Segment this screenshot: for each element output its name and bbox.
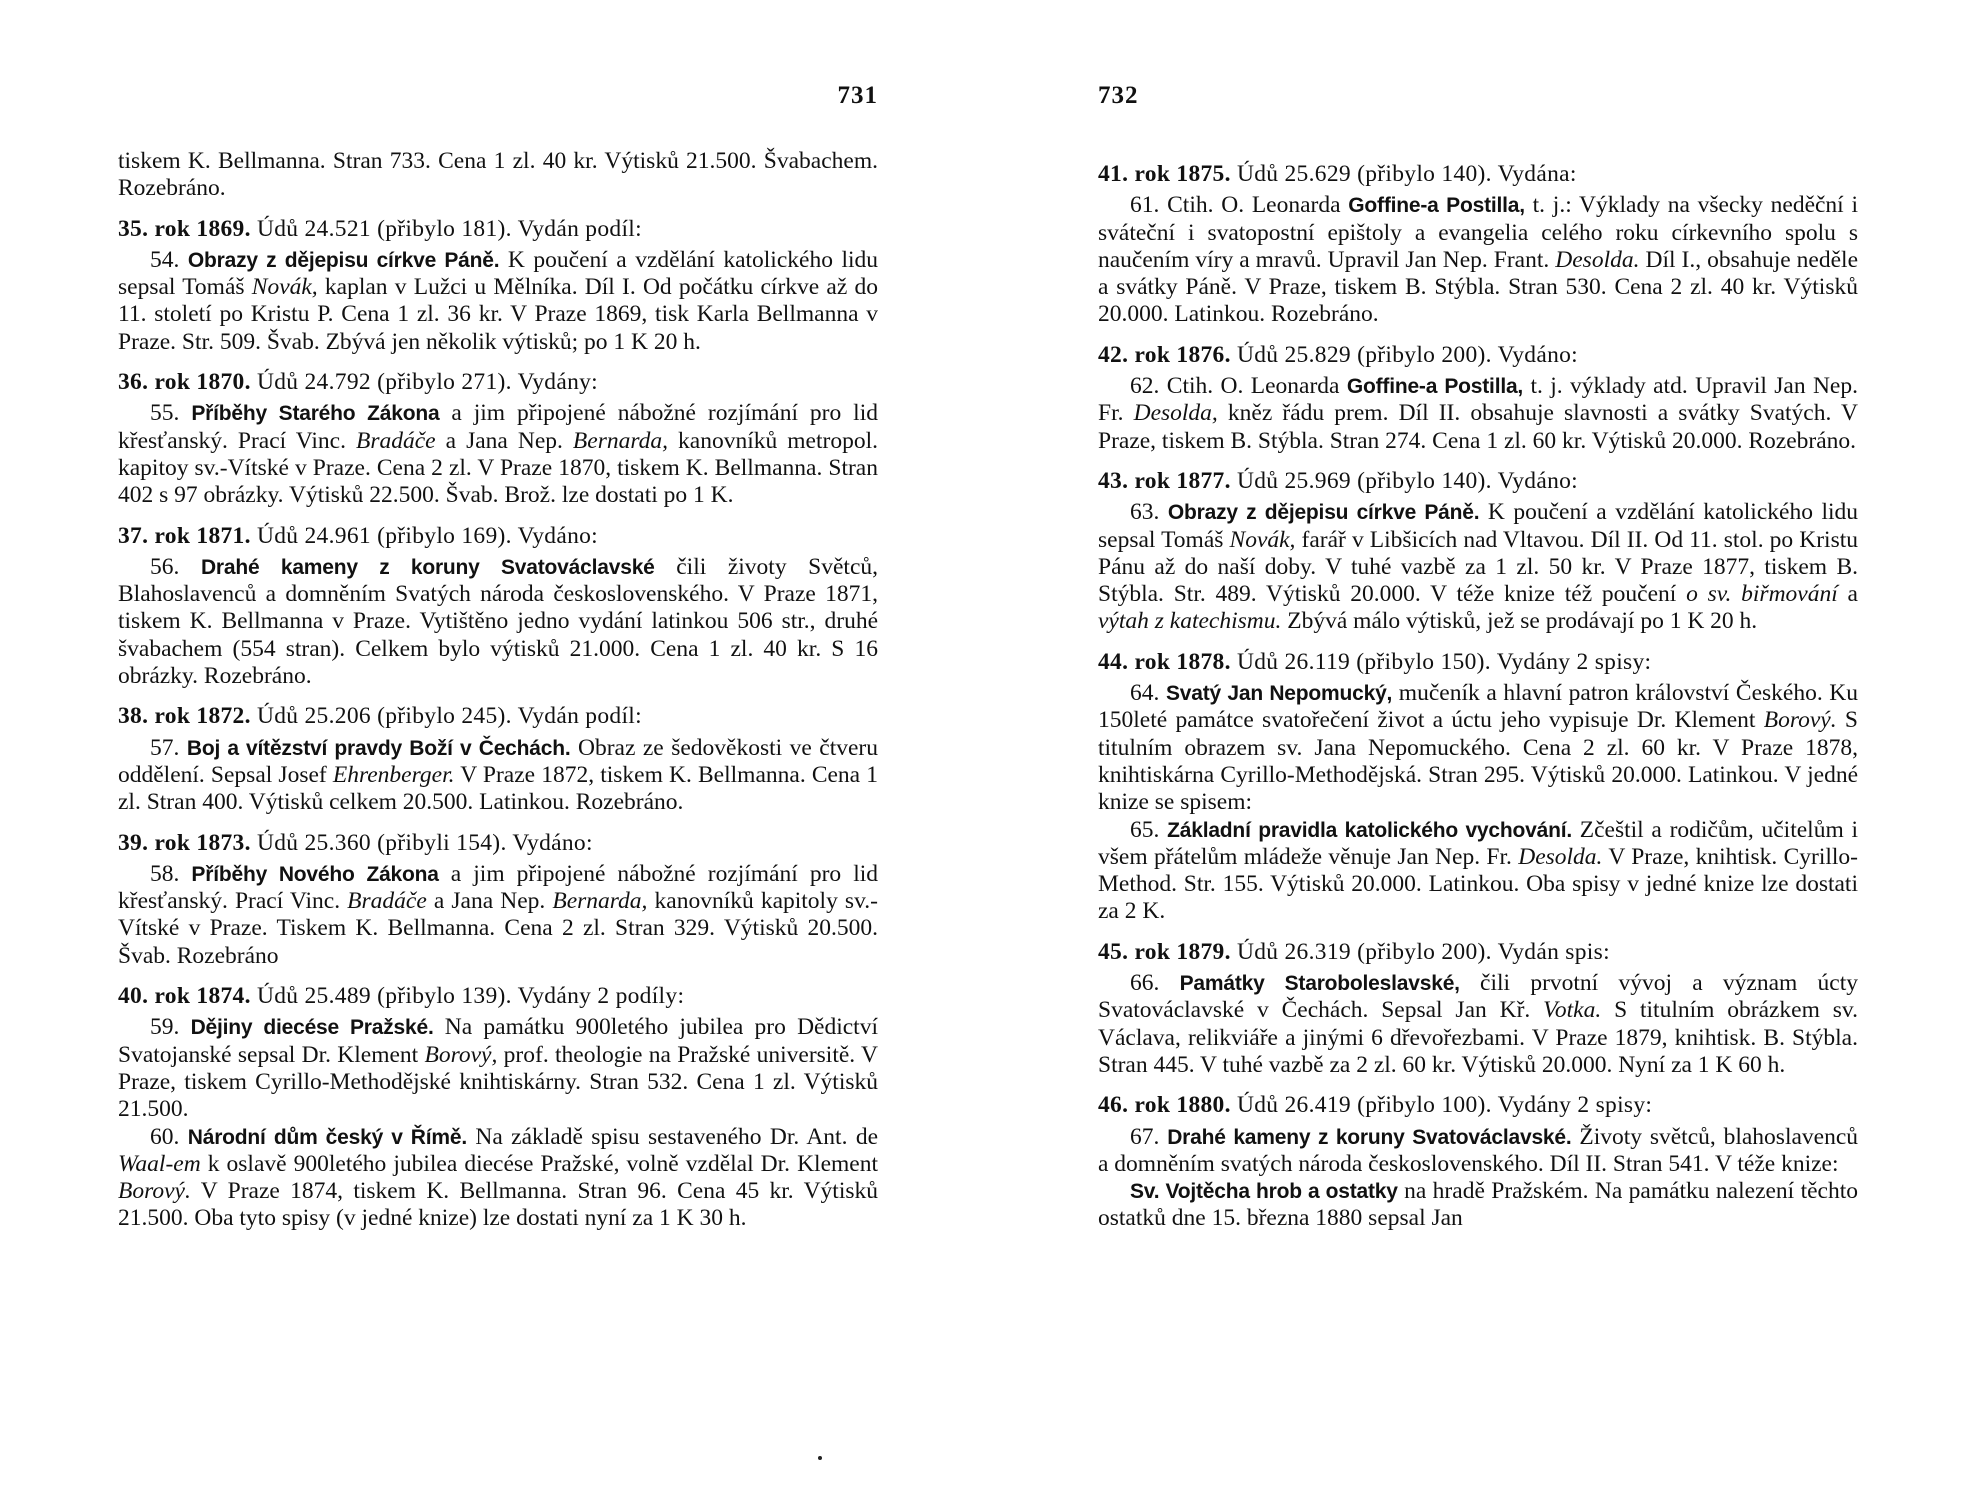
author-name: Novák, bbox=[1229, 526, 1296, 553]
entry-text: Obraz ze šedověkosti ve čtveru oddělení. Sepsal Josef bbox=[118, 734, 879, 788]
entry-number: 55. bbox=[150, 400, 180, 427]
entry-text: V Praze 1872, tiskem K. Bellmanna. Cena 1 zl. Stran 400. Výtisků celkem 20.500. Latinkou. Rozebráno. bbox=[118, 761, 879, 816]
publication-title: Památky Staroboleslavské, bbox=[1179, 972, 1460, 996]
entry-text: t. j. výklady atd. Upravil Jan Nep. Fr. bbox=[1098, 373, 1858, 427]
italic-phrase: o sv. biřmování bbox=[1686, 581, 1838, 608]
year-value: 1878. bbox=[1176, 648, 1231, 675]
entry-text: Ctih. O. Leonarda bbox=[1166, 373, 1347, 400]
section-number: 44. bbox=[1098, 648, 1129, 675]
entry-text: mučeník a hlavní patron království Českého. Ku 150leté památce svatořečení život a úctu jeho vypisuje Dr. Klement bbox=[1098, 680, 1859, 734]
entry-text: a jim připojené nábožné rozjímání pro lid křesťanský. Prací Vinc. bbox=[118, 860, 878, 915]
year-heading bbox=[118, 369, 878, 396]
entry-text: čili prvotní vývoj a význam úcty Svatováclavské v Čechách. Sepsal Jan Kř. bbox=[1098, 970, 1858, 1024]
entry-number: 60. bbox=[150, 1123, 180, 1150]
year-value: 1871. bbox=[196, 522, 251, 549]
publication-title: Boj a vítězství pravdy Boží v Čechách. bbox=[186, 736, 571, 760]
year-word: rok bbox=[1134, 161, 1171, 187]
entry-text: S titulním obrázkem sv. Václava, relikviáře a jinými 6 dřevořezbami. V Praze 1879, knihtisk. B. Stýbla. Stran 445. V tuhé vazbě za 2 zl. 60 kr. Výtisků 20.000. Nyní za 1 K 60 h. bbox=[1098, 997, 1858, 1078]
year-word: rok bbox=[154, 522, 191, 549]
year-value: 1880. bbox=[1176, 1092, 1231, 1119]
year-summary: Údů 24.961 (přibylo 169). Vydáno: bbox=[256, 522, 599, 549]
entry-number: 65. bbox=[1130, 816, 1160, 843]
publication-title: Příběhy Nového Zákona bbox=[191, 862, 439, 886]
publication-title: Dějiny diecése Pražské. bbox=[190, 1016, 434, 1040]
publication-entry bbox=[118, 1124, 878, 1233]
author-name: Ehrenberger. bbox=[332, 761, 455, 788]
author-name: Desolda. bbox=[1555, 246, 1640, 273]
year-heading bbox=[118, 703, 878, 730]
year-summary: Údů 25.829 (přibylo 200). Vydáno: bbox=[1236, 341, 1579, 368]
year-word: rok bbox=[154, 829, 191, 856]
entry-text: kanovníků kapitoly sv.-Vítské v Praze. Tiskem K. Bellmanna. Cena 2 zl. Stran 329. Výtisků 20.500. Švab. Rozebráno bbox=[118, 888, 878, 969]
year-value: 1872. bbox=[196, 703, 251, 730]
publication-entry bbox=[1098, 680, 1858, 816]
year-word: rok bbox=[1134, 938, 1171, 965]
entry-text: a Jana Nep. bbox=[435, 427, 573, 454]
left-page bbox=[118, 0, 878, 1501]
publication-entry bbox=[1098, 192, 1858, 328]
section-number: 39. bbox=[118, 829, 149, 856]
year-heading bbox=[118, 983, 878, 1010]
author-name: Waal-em bbox=[118, 1150, 201, 1177]
entry-number: 64. bbox=[1130, 680, 1160, 707]
year-value: 1873. bbox=[196, 829, 251, 856]
publication-title: Drahé kameny z koruny Svatováclavské. bbox=[1167, 1125, 1572, 1149]
author-name: Borový, bbox=[424, 1041, 498, 1068]
continuation-paragraph: tiskem K. Bellmanna. Stran 733. Cena 1 zl. 40 kr. Výtisků 21.500. Švabachem. Rozebráno. bbox=[118, 148, 878, 202]
entry-text: Na základě spisu sestaveného Dr. Ant. de bbox=[467, 1123, 878, 1150]
year-value: 1874. bbox=[196, 983, 251, 1010]
publication-entry bbox=[1098, 970, 1858, 1079]
entry-text: prof. theologie na Pražské universitě. V Praze, tiskem Cyrillo-Methodějské knihtiskárny. Stran 532. Cena 1 zl. Výtisků 21.500. bbox=[118, 1041, 879, 1123]
year-heading bbox=[118, 523, 878, 550]
publication-title: Národní dům český v Římě. bbox=[187, 1125, 467, 1149]
publication-title: Sv. Vojtěcha hrob a ostatky bbox=[1130, 1180, 1398, 1204]
right-page bbox=[1098, 0, 1858, 1501]
section-number: 36. bbox=[118, 369, 149, 396]
entry-text: a Jana Nep. bbox=[426, 888, 553, 915]
year-word: rok bbox=[154, 369, 191, 396]
publication-entry bbox=[118, 554, 878, 690]
entry-text: na hradě Pražském. Na památku nalezení těchto ostatků dne 15. března 1880 sepsal Jan bbox=[1098, 1178, 1859, 1232]
entry-text: S titulním obrazem sv. Jana Nepomuckého. Cena 2 zl. 60 kr. V Praze 1878, knihtiskárna Cyrillo-Methodějská. Stran 295. Výtisků 20.000. Latinkou. V jedné knize se spisem: bbox=[1098, 707, 1858, 816]
entry-text: a bbox=[1837, 581, 1858, 608]
entry-text: kaplan v Lužci u Mělníka. Díl I. Od počátku církve až do 11. století po Kristu P. Cena 1 zl. 36 kr. V Praze 1869, tisk Karla Bellmanna v Praze. Str. 509. Švab. Zbývá jen několik výtisků; po 1 K 20 h. bbox=[118, 274, 878, 355]
entry-number: 54. bbox=[150, 246, 180, 273]
entry-number: 58. bbox=[150, 860, 180, 887]
year-summary: Údů 26.319 (přibylo 200). Vydán spis: bbox=[1236, 938, 1610, 965]
page-number: 731 bbox=[837, 82, 878, 109]
entry-number: 57. bbox=[150, 734, 180, 761]
year-value: 1877. bbox=[1176, 467, 1231, 494]
publication-title: Goffine-a Postilla, bbox=[1348, 194, 1525, 218]
author-name: Bernarda, bbox=[552, 888, 648, 915]
publication-entry bbox=[118, 400, 878, 509]
publication-title: Příběhy Starého Zákona bbox=[191, 402, 440, 426]
section-number: 40. bbox=[118, 983, 149, 1010]
entry-text: farář v Libšicích nad Vltavou. Díl II. Od 11. stol. po Kristu Pánu až do naší doby. V tuhé vazbě za 1 zl. 50 kr. V Praze 1877, tiskem B. Stýbla. Str. 489. Výtisků 20.000. V téže knize též poučení bbox=[1098, 526, 1859, 608]
year-heading bbox=[1098, 468, 1858, 495]
year-summary: Údů 25.969 (přibylo 140). Vydáno: bbox=[1236, 467, 1579, 494]
page-number: 732 bbox=[1098, 82, 1139, 109]
publication-title: Základní pravidla katolického vychování. bbox=[1167, 818, 1572, 842]
year-summary: Údů 25.206 (přibylo 245). Vydán podíl: bbox=[256, 703, 642, 730]
publication-entry bbox=[118, 247, 878, 356]
year-word: rok bbox=[1134, 341, 1171, 368]
entry-text: Díl I., obsahuje neděle a svátky Páně. V Praze, tiskem B. Stýbla. Stran 530. Cena 2 zl. 40 kr. Výtisků 20.000. Latinkou. Rozebráno. bbox=[1098, 246, 1858, 328]
publication-title: Svatý Jan Nepomucký, bbox=[1165, 682, 1393, 706]
year-summary: Údů 24.792 (přibylo 271). Vydány: bbox=[256, 369, 599, 396]
publication-title: Obrazy z dějepisu církve Páně. bbox=[1167, 501, 1480, 525]
year-value: 1879. bbox=[1176, 938, 1231, 965]
entry-text: V Praze 1874, tiskem K. Bellmanna. Stran 96. Cena 45 kr. Výtisků 21.500. Oba tyto spisy (v jedné knize) lze dostati nyní za 1 K 30 h. bbox=[118, 1178, 878, 1232]
year-summary: Údů 26.419 (přibylo 100). Vydány 2 spisy: bbox=[1236, 1092, 1653, 1119]
entry-text: a jim připojené nábožné rozjímání pro lid křesťanský. Prací Vinc. bbox=[118, 400, 878, 454]
entry-number: 56. bbox=[150, 553, 180, 580]
year-summary: Údů 24.521 (přibylo 181). Vydán podíl: bbox=[256, 215, 642, 242]
entry-text: Ctih. O. Leonarda bbox=[1167, 192, 1349, 219]
entry-text: K poučení a vzdělání katolického lidu sepsal Tomáš bbox=[118, 246, 879, 301]
publication-entry bbox=[1098, 499, 1858, 635]
publication-entry bbox=[118, 1014, 878, 1123]
publication-entry bbox=[118, 735, 878, 817]
year-heading bbox=[1098, 1092, 1858, 1119]
year-heading bbox=[1098, 342, 1858, 369]
publication-entry bbox=[1098, 817, 1858, 926]
section-number: 37. bbox=[118, 522, 149, 549]
entry-text: čili životy Světců, Blahoslavenců a domněním Svatých národa československého. V Praze 1871, tiskem K. Bellmanna v Praze. Vytištěno jedno vydání latinkou 506 str., druhé švabachem (554 stran). Celkem bylo výtisků 21.000. Cena 1 zl. 40 kr. S 16 obrázky. Rozebráno. bbox=[118, 553, 878, 690]
entry-text: kanovníků metropol. kapitoy sv.-Vítské v Praze. Cena 2 zl. V Praze 1870, tiskem K. Bellmanna. Stran 402 s 97 obrázky. Výtisků 22.500. Švab. Brož. lze dostati po 1 K. bbox=[118, 427, 878, 509]
year-value: 1876. bbox=[1176, 341, 1231, 368]
entry-text: Zčeštil a rodičům, učitelům i všem přátelům mládeže věnuje Jan Nep. Fr. bbox=[1098, 816, 1858, 870]
year-heading bbox=[1098, 161, 1858, 188]
entry-number: 66. bbox=[1130, 970, 1160, 997]
author-name: Desolda, bbox=[1133, 400, 1218, 427]
year-heading bbox=[118, 216, 878, 243]
year-word: rok bbox=[154, 703, 191, 730]
year-summary: Údů 25.489 (přibylo 139). Vydány 2 podíly: bbox=[256, 983, 685, 1010]
year-word: rok bbox=[1134, 648, 1171, 675]
entry-text: V Praze, knihtisk. Cyrillo-Method. Str. 155. Výtisků 20.000. Latinkou. Oba spisy v jedné knize lze dostati za 2 K. bbox=[1098, 843, 1858, 925]
section-number: 45. bbox=[1098, 938, 1129, 965]
publication-title: Obrazy z dějepisu církve Páně. bbox=[187, 248, 500, 272]
publication-entry bbox=[118, 861, 878, 970]
print-speck bbox=[818, 1456, 822, 1460]
year-word: rok bbox=[1134, 467, 1171, 494]
year-summary: Údů 25.629 (přibylo 140). Vydána: bbox=[1236, 161, 1577, 187]
section-number: 42. bbox=[1098, 341, 1129, 368]
section-number: 38. bbox=[118, 703, 149, 730]
entry-number: 59. bbox=[150, 1014, 180, 1041]
author-name: Borový. bbox=[118, 1178, 191, 1205]
entry-text: Zbývá málo výtisků, jež se prodávají po 1 K 20 h. bbox=[1281, 608, 1758, 635]
entry-text: Životy světců, blahoslavenců a domněním svatých národa československého. Díl II. Stran 541. V téže knize: bbox=[1098, 1123, 1859, 1177]
publication-title: Drahé kameny z koruny Svatováclavské bbox=[200, 555, 655, 579]
entry-number: 63. bbox=[1130, 499, 1160, 526]
author-name: Bradáče bbox=[355, 427, 436, 454]
publication-entry bbox=[1098, 1124, 1858, 1179]
entry-text: kněz řádu prem. Díl II. obsahuje slavnosti a svátky Svatých. V Praze, tiskem B. Stýbla. Stran 274. Cena 1 zl. 60 kr. Výtisků 20.000. Rozebráno. bbox=[1098, 400, 1859, 454]
entry-text: Na památku 900letého jubilea pro Dědictví Svatojanské sepsal Dr. Klement bbox=[118, 1014, 878, 1068]
page-content bbox=[118, 148, 878, 1233]
entry-text: k oslavě 900letého jubilea diecése Pražské, volně vzdělal Dr. Klement bbox=[200, 1150, 878, 1177]
author-name: Borový. bbox=[1763, 707, 1837, 734]
publication-entry bbox=[1098, 373, 1858, 455]
year-value: 1869. bbox=[196, 215, 251, 242]
year-value: 1875. bbox=[1176, 161, 1231, 187]
author-name: Bradáče bbox=[347, 888, 427, 915]
year-word: rok bbox=[154, 983, 191, 1010]
entry-number: 67. bbox=[1130, 1123, 1160, 1150]
author-name: Votka. bbox=[1543, 997, 1602, 1024]
year-summary: Údů 25.360 (přibyli 154). Vydáno: bbox=[256, 829, 593, 856]
publication-entry bbox=[1098, 1178, 1858, 1233]
year-heading bbox=[118, 830, 878, 857]
author-name: Bernarda, bbox=[572, 427, 669, 454]
year-value: 1870. bbox=[196, 369, 251, 396]
publication-title: Goffine-a Postilla, bbox=[1346, 375, 1524, 399]
page-content bbox=[1098, 148, 1858, 1233]
section-number: 41. bbox=[1098, 161, 1129, 187]
entry-text: K poučení a vzdělání katolického lidu sepsal Tomáš bbox=[1098, 499, 1859, 553]
italic-phrase: výtah z katechismu. bbox=[1098, 608, 1282, 635]
year-word: rok bbox=[1134, 1092, 1171, 1119]
year-heading bbox=[1098, 649, 1858, 676]
section-number: 35. bbox=[118, 215, 149, 242]
year-word: rok bbox=[154, 215, 191, 242]
entry-number: 61. bbox=[1130, 192, 1160, 219]
section-number: 46. bbox=[1098, 1092, 1129, 1119]
year-summary: Údů 26.119 (přibylo 150). Vydány 2 spisy: bbox=[1236, 648, 1652, 675]
entry-number: 62. bbox=[1130, 373, 1160, 400]
section-number: 43. bbox=[1098, 467, 1129, 494]
author-name: Desolda. bbox=[1518, 843, 1603, 870]
entry-text: t. j.: Výklady na všecky neděční i sváteční i svatopostní epištoly a evangelia celého roku církevního spolu s naučením víry a mravů. Upravil Jan Nep. Frant. bbox=[1098, 192, 1858, 273]
year-heading bbox=[1098, 939, 1858, 966]
author-name: Novák, bbox=[251, 274, 318, 301]
